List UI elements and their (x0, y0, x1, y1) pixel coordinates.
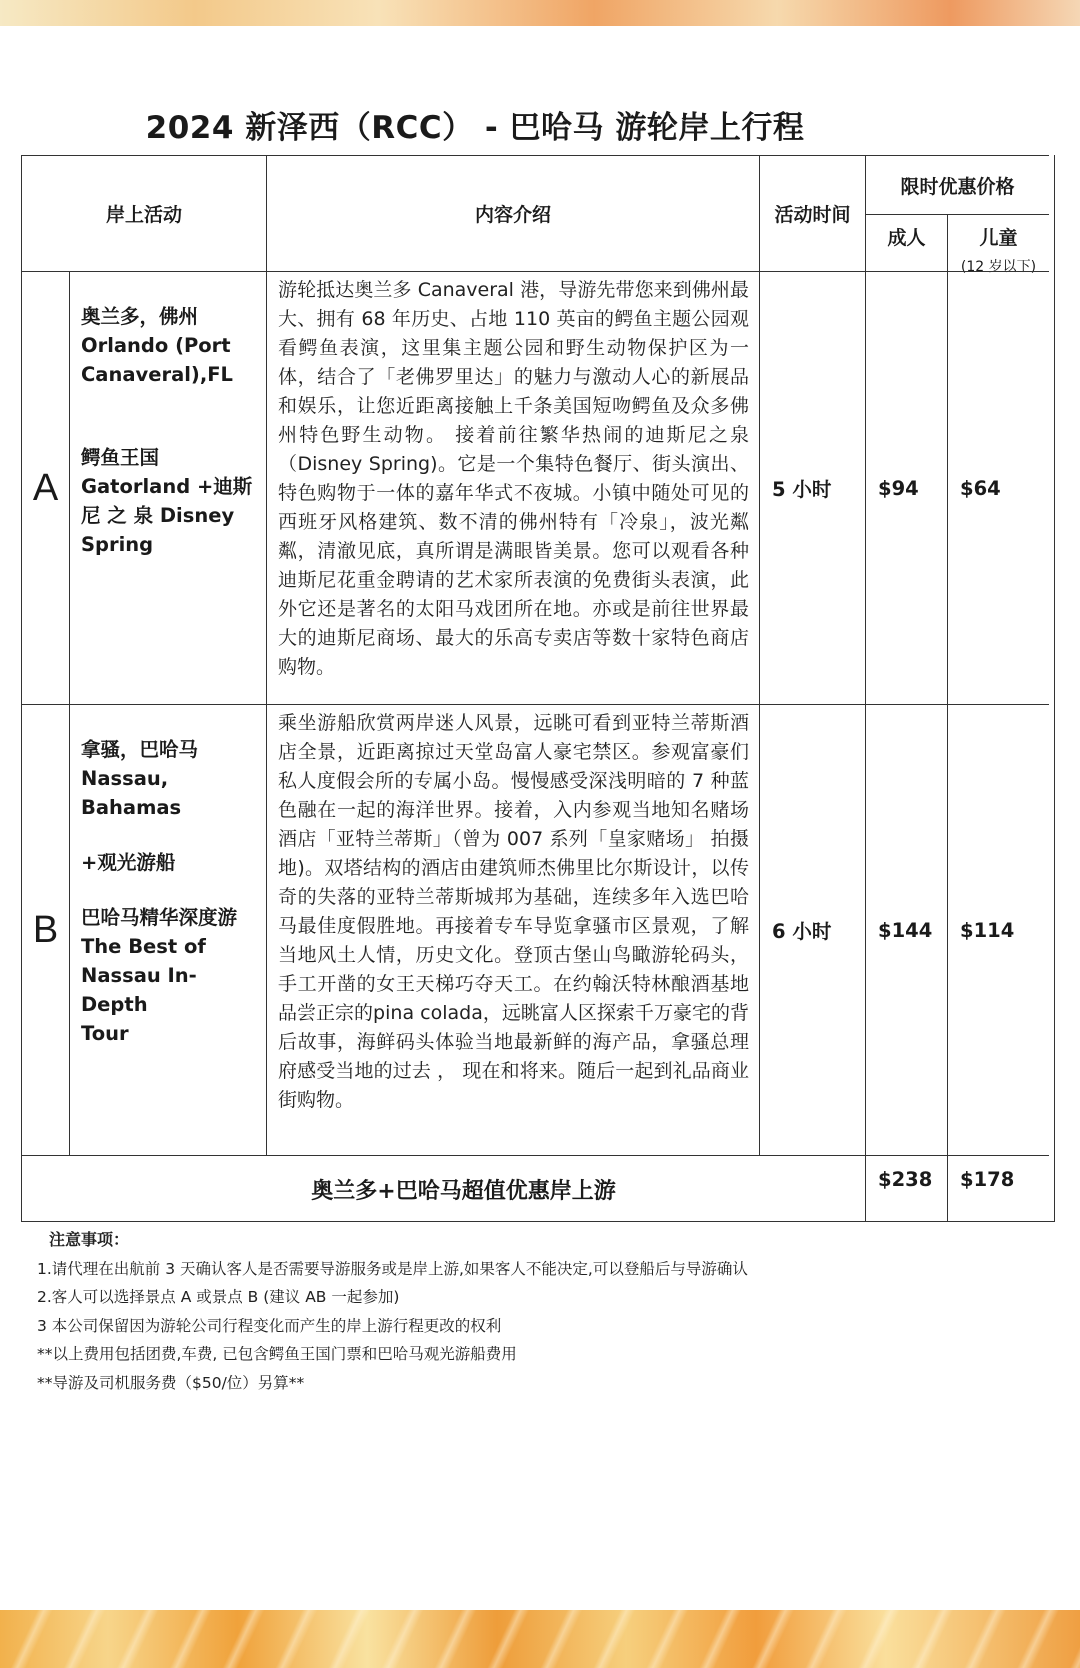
description-a: 游轮抵达奥兰多 Canaveral 港，导游先带您来到佛州最大、拥有 68 年历史、占地 110 英亩的鳄鱼主题公园观看鳄鱼表演，这里集主题公园和野生动物保护区为一体，结合了「老佛罗里达」的魅力与激动人心的新展品和娱乐，让您近距离接触上千条美国短吻鳄鱼及众多佛州特色野生动物。 接着前往繁华热闹的迪斯尼之泉（Disney Spring)。它是一个集特色餐厅、街头演出、特色购物于一体的嘉年华式不夜城。小镇中随处可见的西班牙风格建筑、数不清的佛州特有「冷泉」，波光粼粼，清澈见底，真所谓是满眼皆美景。您可以观看各种迪斯尼花重金聘请的艺术家所表演的免费街头表演，此外它还是著名的太阳马戏团所在地。亦或是前往世界最大的迪斯尼商场、最大的乐高专卖店等数十家特色商店购物。 (266, 271, 759, 704)
name-line: 拿骚，巴哈马 (81, 738, 199, 761)
header-adult: 成人 (865, 214, 947, 271)
name-line: 巴哈马精华深度游 (81, 906, 238, 929)
adult-price-a: $94 (865, 271, 947, 704)
header-duration: 活动时间 (759, 155, 865, 271)
name-line: Tour (81, 1022, 129, 1045)
name-line: Orlando (Port (81, 334, 231, 357)
name-line: Spring (81, 533, 154, 556)
adult-price-b: $144 (865, 704, 947, 1155)
header-description: 内容介绍 (266, 155, 759, 271)
child-price-b: $114 (947, 704, 1049, 1155)
name-line: Canaveral),FL (81, 363, 233, 386)
name-gap (81, 822, 256, 848)
child-price-a: $64 (947, 271, 1049, 704)
row-letter-a: A (21, 271, 69, 704)
itinerary-table (21, 155, 1055, 1222)
total-child-price: $178 (947, 1155, 1049, 1222)
name-line: Nassau In-Depth (81, 964, 197, 1016)
name-line: Nassau, Bahamas (81, 767, 182, 819)
activity-name-b (69, 704, 266, 1155)
duration-a: 5 小时 (759, 271, 865, 704)
header-price: 限时优惠价格 (865, 155, 1049, 214)
page-title: 2024 新泽西（RCC） - 巴哈马 游轮岸上行程 (145, 110, 805, 146)
header-activity: 岸上活动 (21, 155, 266, 271)
activity-name-a (69, 271, 266, 704)
description-b: 乘坐游船欣赏两岸迷人风景，远眺可看到亚特兰蒂斯酒店全景，近距离掠过天堂岛富人豪宅禁区。参观富豪们私人度假会所的专属小岛。慢慢感受深浅明暗的 7 种蓝色融在一起的海洋世界。接着，入内参观当地知名赌场酒店「亚特兰蒂斯」（曾为 007 系列「皇家赌场」 拍摄地)。双塔结构的酒店由建筑师杰佛里比尔斯设计，以传奇的失落的亚特兰蒂斯城邦为基础，连续多年入选巴哈马最佳度假胜地。再接着专车导览拿骚市区景观，了解当地风土人情，历史文化。登顶古堡山鸟瞰游轮码头，手工开凿的女王天梯巧夺天工。在约翰沃特林酿酒基地品尝正宗的pina colada，远眺富人区探索千万豪宅的背后故事，海鲜码头体验当地最新鲜的海产品，拿骚总理府感受当地的过去 ， 现在和将来。随后一起到礼品商业街购物。 (266, 704, 759, 1155)
note-item: 3 本公司保留因为游轮公司行程变化而产生的岸上游行程更改的权利 (37, 1316, 502, 1335)
header-child-note: (12 岁以下) (960, 259, 1037, 275)
note-item: **以上费用包括团费,车费, 已包含鳄鱼王国门票和巴哈马观光游船费用 (37, 1345, 517, 1363)
row-letter-b: B (21, 704, 69, 1155)
name-line: +观光游船 (81, 851, 176, 874)
name-line: 奥兰多，佛州 (81, 305, 199, 328)
name-line: The Best of (81, 935, 206, 958)
name-line: Gatorland +迪斯 (81, 475, 253, 498)
top-decorative-band (0, 0, 1080, 26)
note-item: 1.请代理在出航前 3 天确认客人是否需要导游服务或是岸上游,如果客人不能决定,可以登船后与导游确认 (37, 1259, 748, 1278)
name-gap (81, 877, 256, 903)
header-child-label: 儿童 (979, 227, 1018, 249)
note-item: **导游及司机服务费（$50/位）另算** (37, 1373, 305, 1392)
note-item: 2.客人可以选择景点 A 或景点 B (建议 AB 一起参加) (37, 1288, 400, 1306)
bottom-decorative-stripes (0, 1610, 1080, 1668)
notes-title: 注意事项： (49, 1230, 130, 1249)
total-package-label: 奥兰多+巴哈马超值优惠岸上游 (21, 1155, 865, 1222)
header-child (947, 214, 1049, 275)
name-line: 尼 之 泉 Disney (81, 504, 235, 527)
total-adult-price: $238 (865, 1155, 947, 1222)
name-gap (81, 389, 256, 443)
notes-section (37, 1226, 1037, 1397)
name-line: 鳄鱼王国 (81, 446, 160, 469)
duration-b: 6 小时 (759, 704, 865, 1155)
